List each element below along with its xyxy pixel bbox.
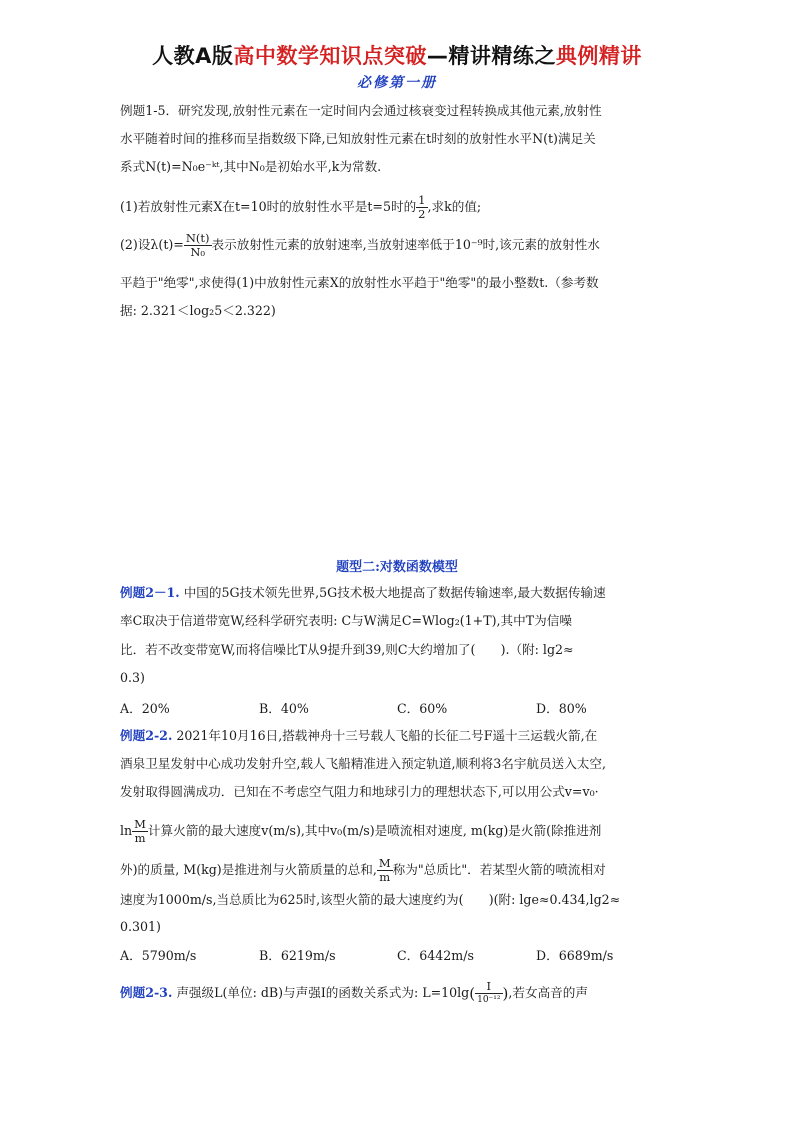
ex2-1-label: 例题2－1. bbox=[120, 585, 180, 600]
ex2-2-line1 bbox=[120, 727, 680, 745]
ex1-5-q2-line3: 据: 2.321＜log₂5＜2.322) bbox=[120, 303, 276, 318]
q1-frac-num: 1 bbox=[418, 193, 426, 207]
title-part-2: 高中数学知识点突破 bbox=[233, 44, 427, 68]
ex2-3-label: 例题2-3. bbox=[120, 985, 173, 1000]
title-part-3: —精讲精练之 bbox=[426, 44, 556, 68]
ex2-3-paren-open: ( bbox=[469, 984, 476, 1003]
ex2-2-label: 例题2-2. bbox=[120, 728, 173, 743]
ex2-2-frac1-den: m bbox=[134, 831, 146, 845]
ex1-5-question1 bbox=[120, 194, 680, 221]
ex2-1-line2: 率C取决于信道带宽W,经科学研究表明: C与W满足C=Wlog₂(1+T),其中T为信噪 bbox=[120, 613, 572, 628]
q1-frac-den: 2 bbox=[418, 207, 426, 221]
ex2-2-line1-text: 2021年10月16日,搭载神舟十三号载人飞船的长征二号F遥十三运载火箭,在 bbox=[172, 728, 598, 743]
q1-prefix: (1)若放射性元素X在t=10时的放射性水平是t=5时的 bbox=[120, 199, 417, 214]
ex2-1-option-a[interactable]: A．20% bbox=[120, 701, 170, 716]
ex1-5-question2 bbox=[120, 232, 680, 259]
ex2-2-line5-text: 外)的质量, M(kg)是推进剂与火箭质量的总和, bbox=[120, 862, 377, 877]
ex2-2-ln: ln bbox=[120, 823, 133, 838]
ex2-2-line4 bbox=[120, 818, 680, 845]
ex2-2-option-d[interactable]: D．6689m/s bbox=[536, 948, 614, 963]
ex2-2-fraction-2 bbox=[377, 857, 393, 884]
ex2-2-frac2-den: m bbox=[379, 870, 391, 884]
ex2-3-frac-den: 10⁻¹² bbox=[477, 995, 501, 1005]
q1-fraction bbox=[416, 194, 427, 221]
q2-fraction bbox=[184, 232, 212, 259]
ex2-1-line4: 0.3) bbox=[120, 670, 145, 685]
ex1-5-line3: 系式N(t)=N₀e⁻ᵏᵗ,其中N₀是初始水平,k为常数. bbox=[120, 159, 382, 174]
ex2-1-line1-text: 中国的5G技术领先世界,5G技术极大地提高了数据传输速率,最大数据传输速 bbox=[179, 585, 606, 600]
ex2-2-line2: 酒泉卫星发射中心成功发射升空,载人飞船精准进入预定轨道,顺利将3名宇航员送入太空, bbox=[120, 756, 606, 771]
ex2-1-option-d[interactable]: D．80% bbox=[536, 701, 587, 716]
ex2-2-line3: 发射取得圆满成功．已知在不考虑空气阻力和地球引力的理想状态下,可以用公式v=v₀· bbox=[120, 784, 599, 799]
ex2-1-line1 bbox=[120, 584, 680, 602]
ex2-2-frac1-num: M bbox=[134, 817, 146, 831]
ex2-2-line6: 速度为1000m/s,当总质比为625时,该型火箭的最大速度约为( )(附: lge≈0.434,lg2≈ bbox=[120, 892, 621, 907]
ex2-1-option-b[interactable]: B．40% bbox=[259, 701, 309, 716]
ex2-2-line4-text: 计算火箭的最大速度v(m/s),其中v₀(m/s)是喷流相对速度, m(kg)是火箭(除推进剂 bbox=[147, 823, 602, 838]
ex2-3-line1-suffix: ,若女高音的声 bbox=[508, 985, 588, 1000]
ex1-5-line1: 例题1-5．研究发现,放射性元素在一定时间内会通过核衰变过程转换成其他元素,放射性 bbox=[120, 103, 602, 118]
ex2-2-option-c[interactable]: C．6442m/s bbox=[397, 948, 474, 963]
ex2-3-frac-num: I bbox=[475, 980, 502, 994]
page-title bbox=[0, 40, 794, 70]
ex2-2-line7: 0.301) bbox=[120, 919, 161, 934]
ex2-2-fraction-1 bbox=[132, 818, 148, 845]
ex2-1-option-c[interactable]: C．60% bbox=[397, 701, 448, 716]
title-part-4: 典例精讲 bbox=[555, 44, 642, 68]
ex2-2-line5 bbox=[120, 857, 680, 884]
ex2-3-line1 bbox=[120, 980, 680, 1007]
ex2-3-line1-text: 声强级L(单位: dB)与声强I的函数关系式为: L=10lg bbox=[172, 985, 470, 1000]
q1-suffix: ,求k的值; bbox=[427, 199, 482, 214]
ex2-1-line3: 比．若不改变带宽W,而将信噪比T从9提升到39,则C大约增加了( ).（附: lg2≈ bbox=[120, 642, 574, 657]
q2-prefix: (2)设λ(t)= bbox=[120, 237, 184, 252]
ex2-2-option-b[interactable]: B．6219m/s bbox=[259, 948, 336, 963]
ex2-3-paren-close: ) bbox=[502, 984, 509, 1003]
section-title-log-model: 题型二:对数函数模型 bbox=[336, 560, 458, 575]
q2-frac-den: N₀ bbox=[190, 245, 206, 259]
ex1-5-q2-line2: 平趋于"绝零",求使得(1)中放射性元素X的放射性水平趋于"绝零"的最小整数t.（参考数 bbox=[120, 275, 599, 290]
ex1-5-line2: 水平随着时间的推移而呈指数级下降,已知放射性元素在t时刻的放射性水平N(t)满足关 bbox=[120, 131, 596, 146]
ex2-2-option-a[interactable]: A．5790m/s bbox=[120, 948, 197, 963]
ex2-2-frac2-num: M bbox=[378, 856, 391, 870]
title-part-1: 人教A版 bbox=[152, 44, 234, 68]
page-subtitle: 必修第一册 bbox=[357, 75, 437, 91]
ex2-3-fraction bbox=[475, 980, 502, 1007]
q2-suffix: 表示放射性元素的放射速率,当放射速率低于10⁻⁹时,该元素的放射性水 bbox=[211, 237, 600, 252]
ex2-2-line5-suffix: 称为"总质比"．若某型火箭的喷流相对 bbox=[392, 862, 606, 877]
q2-frac-num: N(t) bbox=[185, 231, 210, 245]
